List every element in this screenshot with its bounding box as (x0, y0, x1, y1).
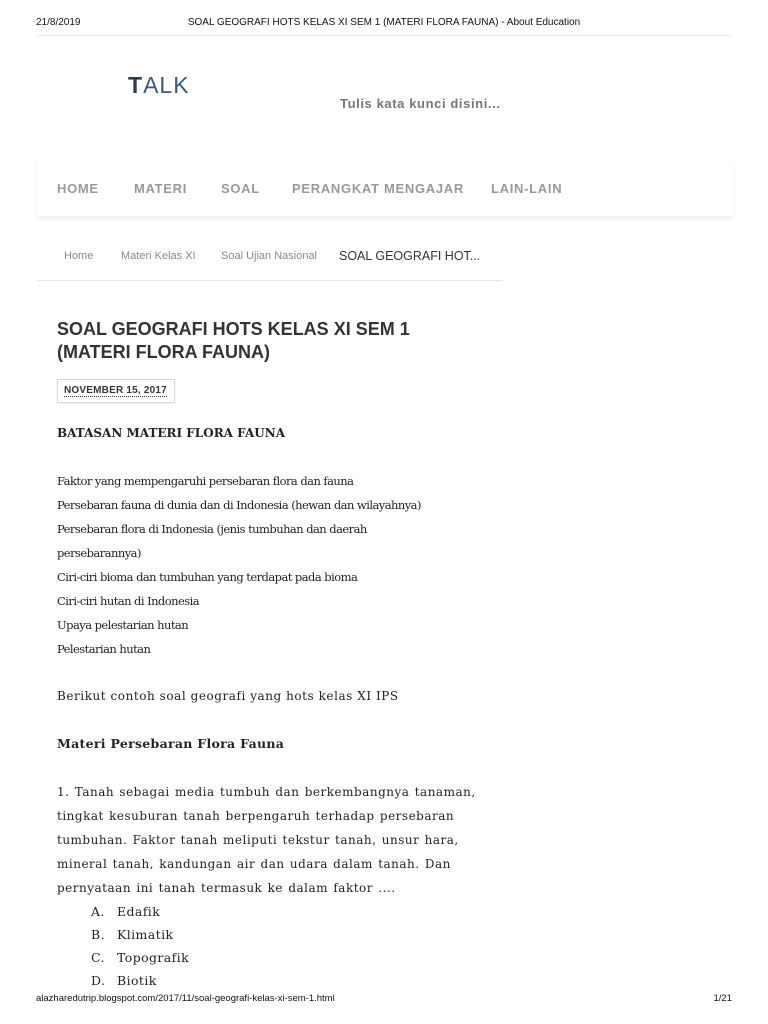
post-date: NOVEMBER 15, 2017 (64, 385, 167, 396)
post-title (57, 318, 437, 364)
scope-item: Persebaran fauna di dunia dan di Indonesia (hewan dan wilayahnya) (57, 497, 421, 512)
section-title: BATASAN MATERI FLORA FAUNA (57, 426, 286, 440)
logo-text: ALK (143, 72, 190, 98)
question-line: tingkat kesuburan tanah berpengaruh terhadap persebaran (57, 808, 455, 823)
print-url: alazharedutrip.blogspot.com/2017/11/soal-geografi-kelas-xi-sem-1.html (36, 993, 335, 1004)
materi-heading: Materi Persebaran Flora Fauna (57, 736, 285, 752)
print-date: 21/8/2019 (36, 17, 81, 28)
breadcrumb-current: SOAL GEOGRAFI HOT... (339, 249, 481, 263)
scope-item: persebarannya) (57, 545, 141, 560)
nav-perangkat-mengajar[interactable]: PERANGKAT MENGAJAR (292, 181, 464, 196)
scope-item: Faktor yang mempengaruhi persebaran flora dan fauna (57, 473, 354, 488)
option-letter: C. (91, 949, 105, 965)
post-date-badge[interactable] (57, 379, 175, 403)
nav-lain-lain[interactable]: LAIN-LAIN (491, 181, 563, 196)
question-line: mineral tanah, kandungan air dan udara dalam tanah. Dan (57, 856, 451, 871)
breadcrumb-home[interactable]: Home (64, 250, 94, 262)
question-line: 1. Tanah sebagai media tumbuh dan berkembangnya tanaman, (57, 784, 476, 799)
option-letter: B. (91, 926, 105, 942)
scope-item: Pelestarian hutan (57, 641, 151, 656)
scope-item: Ciri-ciri hutan di Indonesia (57, 593, 200, 608)
question-line: pernyataan ini tanah termasuk ke dalam faktor .... (57, 880, 396, 895)
option-letter: D. (91, 972, 106, 988)
nav-soal[interactable]: SOAL (221, 181, 260, 196)
option-text: Biotik (117, 972, 157, 988)
post-title-line-2: (MATERI FLORA FAUNA) (57, 342, 270, 362)
question-line: tumbuhan. Faktor tanah meliputi tekstur tanah, unsur hara, (57, 832, 459, 847)
answer-option (57, 969, 487, 992)
answer-options (57, 900, 487, 992)
site-logo[interactable] (128, 72, 190, 99)
answer-option (57, 900, 487, 923)
print-page-title: SOAL GEOGRAFI HOTS KELAS XI SEM 1 (MATERI FLORA FAUNA) - About Education (187, 17, 581, 28)
nav-home[interactable]: HOME (57, 181, 99, 196)
logo-initial: T (128, 72, 144, 98)
nav-materi[interactable]: MATERI (134, 181, 188, 196)
post-body (57, 421, 487, 992)
header-divider (36, 35, 732, 36)
breadcrumb-soal-ujian-nasional[interactable]: Soal Ujian Nasional (221, 250, 317, 262)
breadcrumb (37, 238, 502, 281)
scope-item: Upaya pelestarian hutan (57, 617, 189, 632)
page-number: 1/21 (713, 993, 732, 1004)
print-header (0, 0, 768, 36)
scope-item: Persebaran flora di Indonesia (jenis tumbuhan dan daerah (57, 521, 367, 536)
option-text: Topografik (117, 949, 190, 965)
intro-text: Berikut contoh soal geografi yang hots kelas XI IPS (57, 689, 399, 704)
post-title-line-1: SOAL GEOGRAFI HOTS KELAS XI SEM 1 (57, 319, 410, 339)
breadcrumb-materi-kelas-xi[interactable]: Materi Kelas XI (121, 250, 196, 262)
scope-item: Ciri-ciri bioma dan tumbuhan yang terdapat pada bioma (57, 569, 358, 584)
answer-option (57, 923, 487, 946)
search-input[interactable] (340, 96, 590, 111)
option-text: Klimatik (117, 926, 174, 942)
option-text: Edafik (117, 903, 161, 919)
main-nav (37, 160, 733, 216)
answer-option (57, 946, 487, 969)
option-letter: A. (91, 903, 105, 919)
